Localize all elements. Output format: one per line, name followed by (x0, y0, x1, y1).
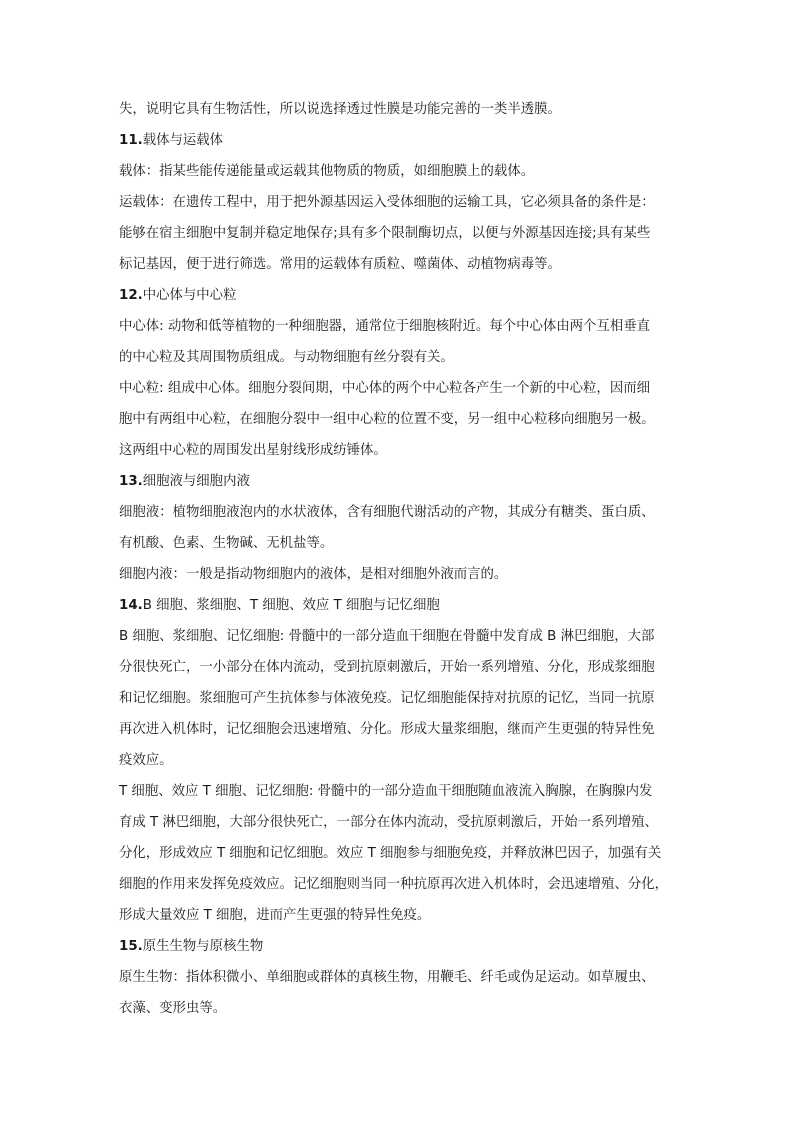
paragraph (119, 163, 684, 181)
section-heading (119, 287, 684, 305)
text-line: 中心粒: 组成中心体。细胞分裂间期，中心体的两个中心粒各产生一个新的中心粒，因而细 (119, 381, 650, 396)
section-heading-line (119, 287, 684, 305)
paragraph (119, 566, 684, 584)
text-line: 标记基因，便于进行筛选。常用的运载体有质粒、噬菌体、动植物病毒等。 (119, 257, 561, 272)
text-line: 疫效应。 (119, 753, 173, 768)
text-line: 有机酸、色素、生物碱、无机盐等。 (119, 536, 334, 551)
section-number: 14. (119, 598, 143, 613)
paragraph (119, 969, 684, 1018)
text-line: 这两组中心粒的周围发出星射线形成纺锤体。 (119, 443, 387, 458)
section-number: 15. (119, 939, 143, 954)
text-line: 分化，形成效应 T 细胞和记忆细胞。效应 T 细胞参与细胞免疫，并释放淋巴因子，加强有关 (119, 846, 662, 861)
section-title: 细胞液与细胞内液 (142, 474, 250, 489)
section-heading (119, 938, 684, 956)
section-number: 13. (119, 474, 143, 489)
section-number: 12. (119, 288, 143, 303)
section-heading-line (119, 473, 684, 491)
section-number: 11. (119, 133, 143, 148)
text-line: 细胞液：植物细胞液泡内的水状液体，含有细胞代谢活动的产物，其成分有糖类、蛋白质、 (119, 505, 655, 520)
text-line: 形成大量效应 T 细胞，进而产生更强的特异性免疫。 (119, 908, 431, 923)
text-line: 胞中有两组中心粒，在细胞分裂中一组中心粒的位置不变，另一组中心粒移向细胞另一极。 (119, 412, 655, 427)
text-line: 育成 T 淋巴细胞，大部分很快死亡，一部分在体内流动，受抗原刺激后，开始一系列增殖、 (119, 815, 658, 830)
paragraph (119, 628, 684, 770)
section-heading-line (119, 132, 684, 150)
section-title: 原生生物与原核生物 (142, 939, 264, 954)
text-line: 原生生物：指体积微小、单细胞或群体的真核生物，用鞭毛、纤毛或伪足运动。如草履虫、 (119, 970, 655, 985)
text-line: 衣藻、变形虫等。 (119, 1001, 227, 1016)
text-line: 和记忆细胞。浆细胞可产生抗体参与体液免疫。记忆细胞能保持对抗原的记忆，当同一抗原 (119, 691, 655, 706)
text-line: 分很快死亡，一小部分在体内流动，受到抗原刺激后，开始一系列增殖、分化，形成浆细胞 (119, 660, 655, 675)
text-line: 再次进入机体时，记忆细胞会迅速增殖、分化。形成大量浆细胞，继而产生更强的特异性免 (119, 722, 655, 737)
text-line: T 细胞、效应 T 细胞、记忆细胞: 骨髓中的一部分造血干细胞随血液流入胸腺，在胸腺内发 (119, 784, 653, 799)
section-heading (119, 132, 684, 150)
paragraph (119, 194, 684, 274)
paragraph (119, 380, 684, 460)
document-body (119, 101, 684, 1031)
section-title: B 细胞、浆细胞、T 细胞、效应 T 细胞与记忆细胞 (142, 598, 440, 613)
text-line: 细胞内液：一般是指动物细胞内的液体，是相对细胞外液而言的。 (119, 567, 508, 582)
paragraph (119, 318, 684, 367)
text-line: 失，说明它具有生物活性，所以说选择透过性膜是功能完善的一类半透膜。 (119, 102, 561, 117)
text-line: 细胞的作用来发挥免疫效应。记忆细胞则当同一种抗原再次进入机体时，会迅速增殖、分化， (119, 877, 669, 892)
section-title: 中心体与中心粒 (142, 288, 237, 303)
text-line: B 细胞、浆细胞、记忆细胞: 骨髓中的一部分造血干细胞在骨髓中发育成 B 淋巴细胞，大部 (119, 629, 655, 644)
section-heading-line (119, 597, 684, 615)
paragraph (119, 504, 684, 553)
section-heading (119, 473, 684, 491)
paragraph (119, 101, 684, 119)
section-title: 载体与运载体 (142, 133, 224, 148)
section-heading (119, 597, 684, 615)
text-line: 载体：指某些能传递能量或运载其他物质的物质，如细胞膜上的载体。 (119, 164, 535, 179)
text-line: 运载体：在遗传工程中，用于把外源基因运入受体细胞的运输工具，它必须具备的条件是： (119, 195, 655, 210)
text-line: 中心体: 动物和低等植物的一种细胞器，通常位于细胞核附近。每个中心体由两个互相垂直 (119, 319, 650, 334)
paragraph (119, 783, 684, 925)
text-line: 能够在宿主细胞中复制并稳定地保存;具有多个限制酶切点，以便与外源基因连接;具有某些 (119, 226, 651, 241)
text-line: 的中心粒及其周围物质组成。与动物细胞有丝分裂有关。 (119, 350, 454, 365)
section-heading-line (119, 938, 684, 956)
